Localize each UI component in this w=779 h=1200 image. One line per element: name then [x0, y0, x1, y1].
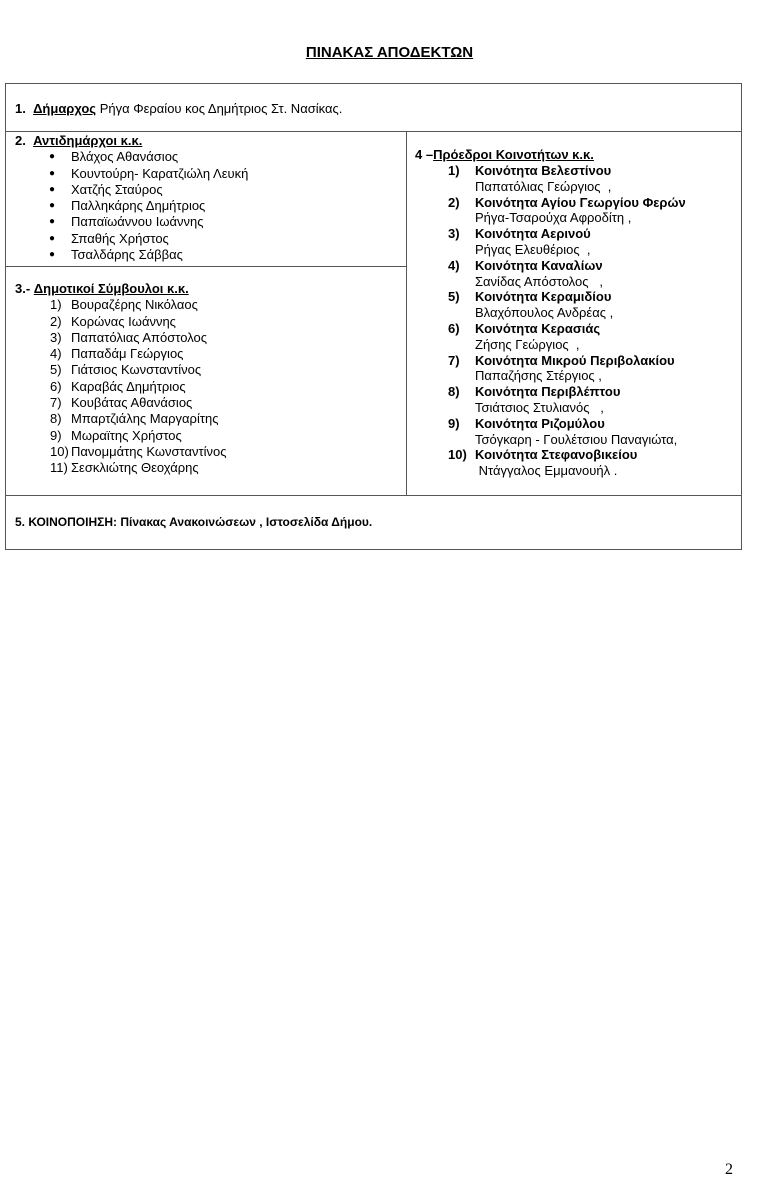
- deputy-name: Βλάχος Αθανάσιος: [71, 149, 179, 165]
- councillor-name: Κορώνας Ιωάννης: [71, 313, 176, 329]
- president-name: Ρήγα-Τσαρούχα Αφροδίτη ,: [475, 210, 632, 226]
- mayor-row: [5, 83, 742, 132]
- item-number: 4): [448, 257, 460, 273]
- recipients-table: [5, 131, 742, 496]
- notification-row: [5, 495, 742, 550]
- community-item: [415, 384, 686, 400]
- list-item: [15, 346, 227, 362]
- councillor-name: Κουβάτας Αθανάσιος: [71, 395, 193, 411]
- item-number: 5): [50, 362, 62, 378]
- list-item: [15, 182, 248, 198]
- bullet-icon: ●: [49, 249, 56, 261]
- list-item: [15, 247, 248, 263]
- community-item: [415, 353, 686, 369]
- list-item: [15, 297, 227, 313]
- councillor-name: Καραβάς Δημήτριος: [71, 378, 186, 394]
- president-name: Παπατόλιας Γεώργιος ,: [475, 178, 612, 194]
- president-name: Σανίδας Απόστολος ,: [475, 273, 603, 289]
- deputy-name: Παπαϊωάννου Ιωάννης: [71, 214, 204, 230]
- community-presidents-section: [415, 147, 686, 479]
- item-number: 9): [50, 427, 62, 443]
- community-name: Κοινότητα Περιβλέπτου: [475, 384, 621, 400]
- section3-label: Δημοτικοί Σύμβουλοι κ.κ.: [33, 281, 189, 296]
- item-number: 7): [448, 352, 460, 368]
- deputy-name: Κουντούρη- Καρατζιώλη Λευκή: [71, 165, 249, 181]
- list-item: [15, 149, 248, 165]
- community-item: [415, 195, 686, 211]
- president-name: Ντάγγαλος Εμμανουήλ .: [475, 463, 618, 479]
- item-number: 5): [448, 289, 460, 305]
- notification-text: 5. ΚΟΙΝΟΠΟΙΗΣΗ: Πίνακας Ανακοινώσεων , Ιστοσελίδα Δήμου.: [15, 515, 373, 529]
- councillor-name: Μωραϊτης Χρήστος: [71, 427, 182, 443]
- section4-label: Πρόεδροι Κοινοτήτων κ.κ.: [433, 147, 594, 162]
- list-item: [15, 428, 227, 444]
- community-name: Κοινότητα Βελεστίνου: [475, 163, 612, 178]
- community-item: [415, 447, 686, 463]
- bullet-icon: ●: [49, 200, 56, 212]
- document-title: ΠΙΝΑΚΑΣ ΑΠΟΔΕΚΤΩΝ: [305, 44, 474, 61]
- item-number: 10): [448, 447, 467, 463]
- section3-num: 3.-: [15, 281, 31, 296]
- community-item: [415, 226, 686, 242]
- deputy-mayors-section: [15, 133, 248, 263]
- councillor-name: Μπαρτζιάλης Μαργαρίτης: [71, 411, 219, 427]
- item-number: 4): [50, 346, 62, 362]
- bullet-icon: ●: [49, 232, 56, 244]
- community-name: Κοινότητα Ριζομύλου: [475, 415, 605, 431]
- bullet-icon: ●: [49, 167, 56, 179]
- item-number: 7): [50, 395, 62, 411]
- item-number: 6): [50, 378, 62, 394]
- community-item: [415, 416, 686, 432]
- item-number: 11): [50, 460, 68, 476]
- deputy-mayors-list: [15, 149, 248, 263]
- item-number: 1): [448, 163, 460, 178]
- list-item: [15, 166, 248, 182]
- list-item: [15, 444, 227, 460]
- section1-num: 1.: [15, 101, 26, 116]
- deputy-name: Σπαθής Χρήστος: [71, 230, 169, 246]
- president-name: Ζήσης Γεώργιος ,: [475, 336, 580, 352]
- community-item: [415, 163, 686, 179]
- column-divider: [406, 132, 407, 495]
- president-name: Ρήγας Ελευθέριος ,: [475, 241, 591, 257]
- community-name: Κοινότητα Στεφανοβικείου: [475, 447, 638, 463]
- community-name: Κοινότητα Αγίου Γεωργίου Φερών: [475, 194, 686, 210]
- councillor-name: Σεσκλιώτης Θεοχάρης: [71, 460, 199, 476]
- item-number: 8): [448, 384, 460, 400]
- item-number: 6): [448, 320, 460, 336]
- section2-label: Αντιδημάρχοι κ.κ.: [33, 133, 143, 148]
- president-name: Βλαχόπουλος Ανδρέας ,: [475, 305, 614, 321]
- president-name: Παπαζήσης Στέργιος ,: [475, 368, 602, 384]
- community-item: [415, 289, 686, 305]
- item-number: 2): [50, 313, 62, 329]
- deputy-name: Χατζής Σταύρος: [71, 181, 163, 197]
- councillor-name: Παπατόλιας Απόστολος: [71, 329, 208, 345]
- list-item: [15, 460, 227, 476]
- section4-header: [415, 147, 686, 163]
- community-name: Κοινότητα Αερινού: [475, 226, 591, 242]
- president-name: Τσόγκαρη - Γουλέτσιου Παναγιώτα,: [475, 431, 678, 447]
- list-item: [15, 411, 227, 427]
- bullet-icon: ●: [49, 151, 56, 163]
- section1-label: Δήμαρχος: [33, 101, 97, 116]
- community-item: [415, 258, 686, 274]
- councillors-section: [15, 281, 227, 477]
- list-item: [15, 314, 227, 330]
- section2-num: 2.: [15, 133, 26, 148]
- item-number: 8): [50, 411, 62, 427]
- section1-text: Ρήγα Φεραίου κος Δημήτριος Στ. Νασίκας.: [99, 101, 343, 116]
- item-number: 2): [448, 194, 460, 210]
- community-item: [415, 321, 686, 337]
- list-item: [15, 231, 248, 247]
- deputy-name: Παλληκάρης Δημήτριος: [71, 198, 206, 214]
- councillor-name: Γιάτσιος Κωνσταντίνος: [71, 362, 202, 378]
- list-item: [15, 362, 227, 378]
- item-number: 9): [448, 415, 460, 431]
- section3-header: [15, 281, 227, 297]
- list-item: [15, 198, 248, 214]
- item-number: 10): [50, 443, 69, 459]
- community-name: Κοινότητα Κεραμιδίου: [475, 289, 612, 305]
- list-item: [15, 214, 248, 230]
- list-item: [15, 379, 227, 395]
- mayor-line: [15, 101, 342, 116]
- councillor-name: Παπαδάμ Γεώργιος: [71, 346, 184, 362]
- community-presidents-list: [415, 163, 686, 479]
- item-number: 3): [448, 226, 460, 242]
- row-divider: [6, 266, 406, 267]
- item-number: 3): [50, 329, 62, 345]
- councillor-name: Πανομμάτης Κωνσταντίνος: [71, 443, 227, 459]
- bullet-icon: ●: [49, 183, 56, 195]
- president-name: Τσιάτσιος Στυλιανός ,: [475, 399, 604, 415]
- page-number: 2: [725, 1161, 733, 1178]
- section4-num: 4 –: [415, 147, 434, 162]
- community-name: Κοινότητα Καναλίων: [475, 257, 603, 273]
- councillor-name: Βουραζέρης Νικόλαος: [71, 297, 198, 313]
- bullet-icon: ●: [49, 216, 56, 228]
- community-name: Κοινότητα Μικρού Περιβολακίου: [475, 352, 675, 368]
- community-name: Κοινότητα Κερασιάς: [475, 320, 601, 336]
- item-number: 1): [50, 297, 62, 313]
- councillors-list: [15, 297, 227, 476]
- list-item: [15, 395, 227, 411]
- list-item: [15, 330, 227, 346]
- section2-header: [15, 133, 248, 149]
- deputy-name: Τσαλδάρης Σάββας: [71, 247, 183, 263]
